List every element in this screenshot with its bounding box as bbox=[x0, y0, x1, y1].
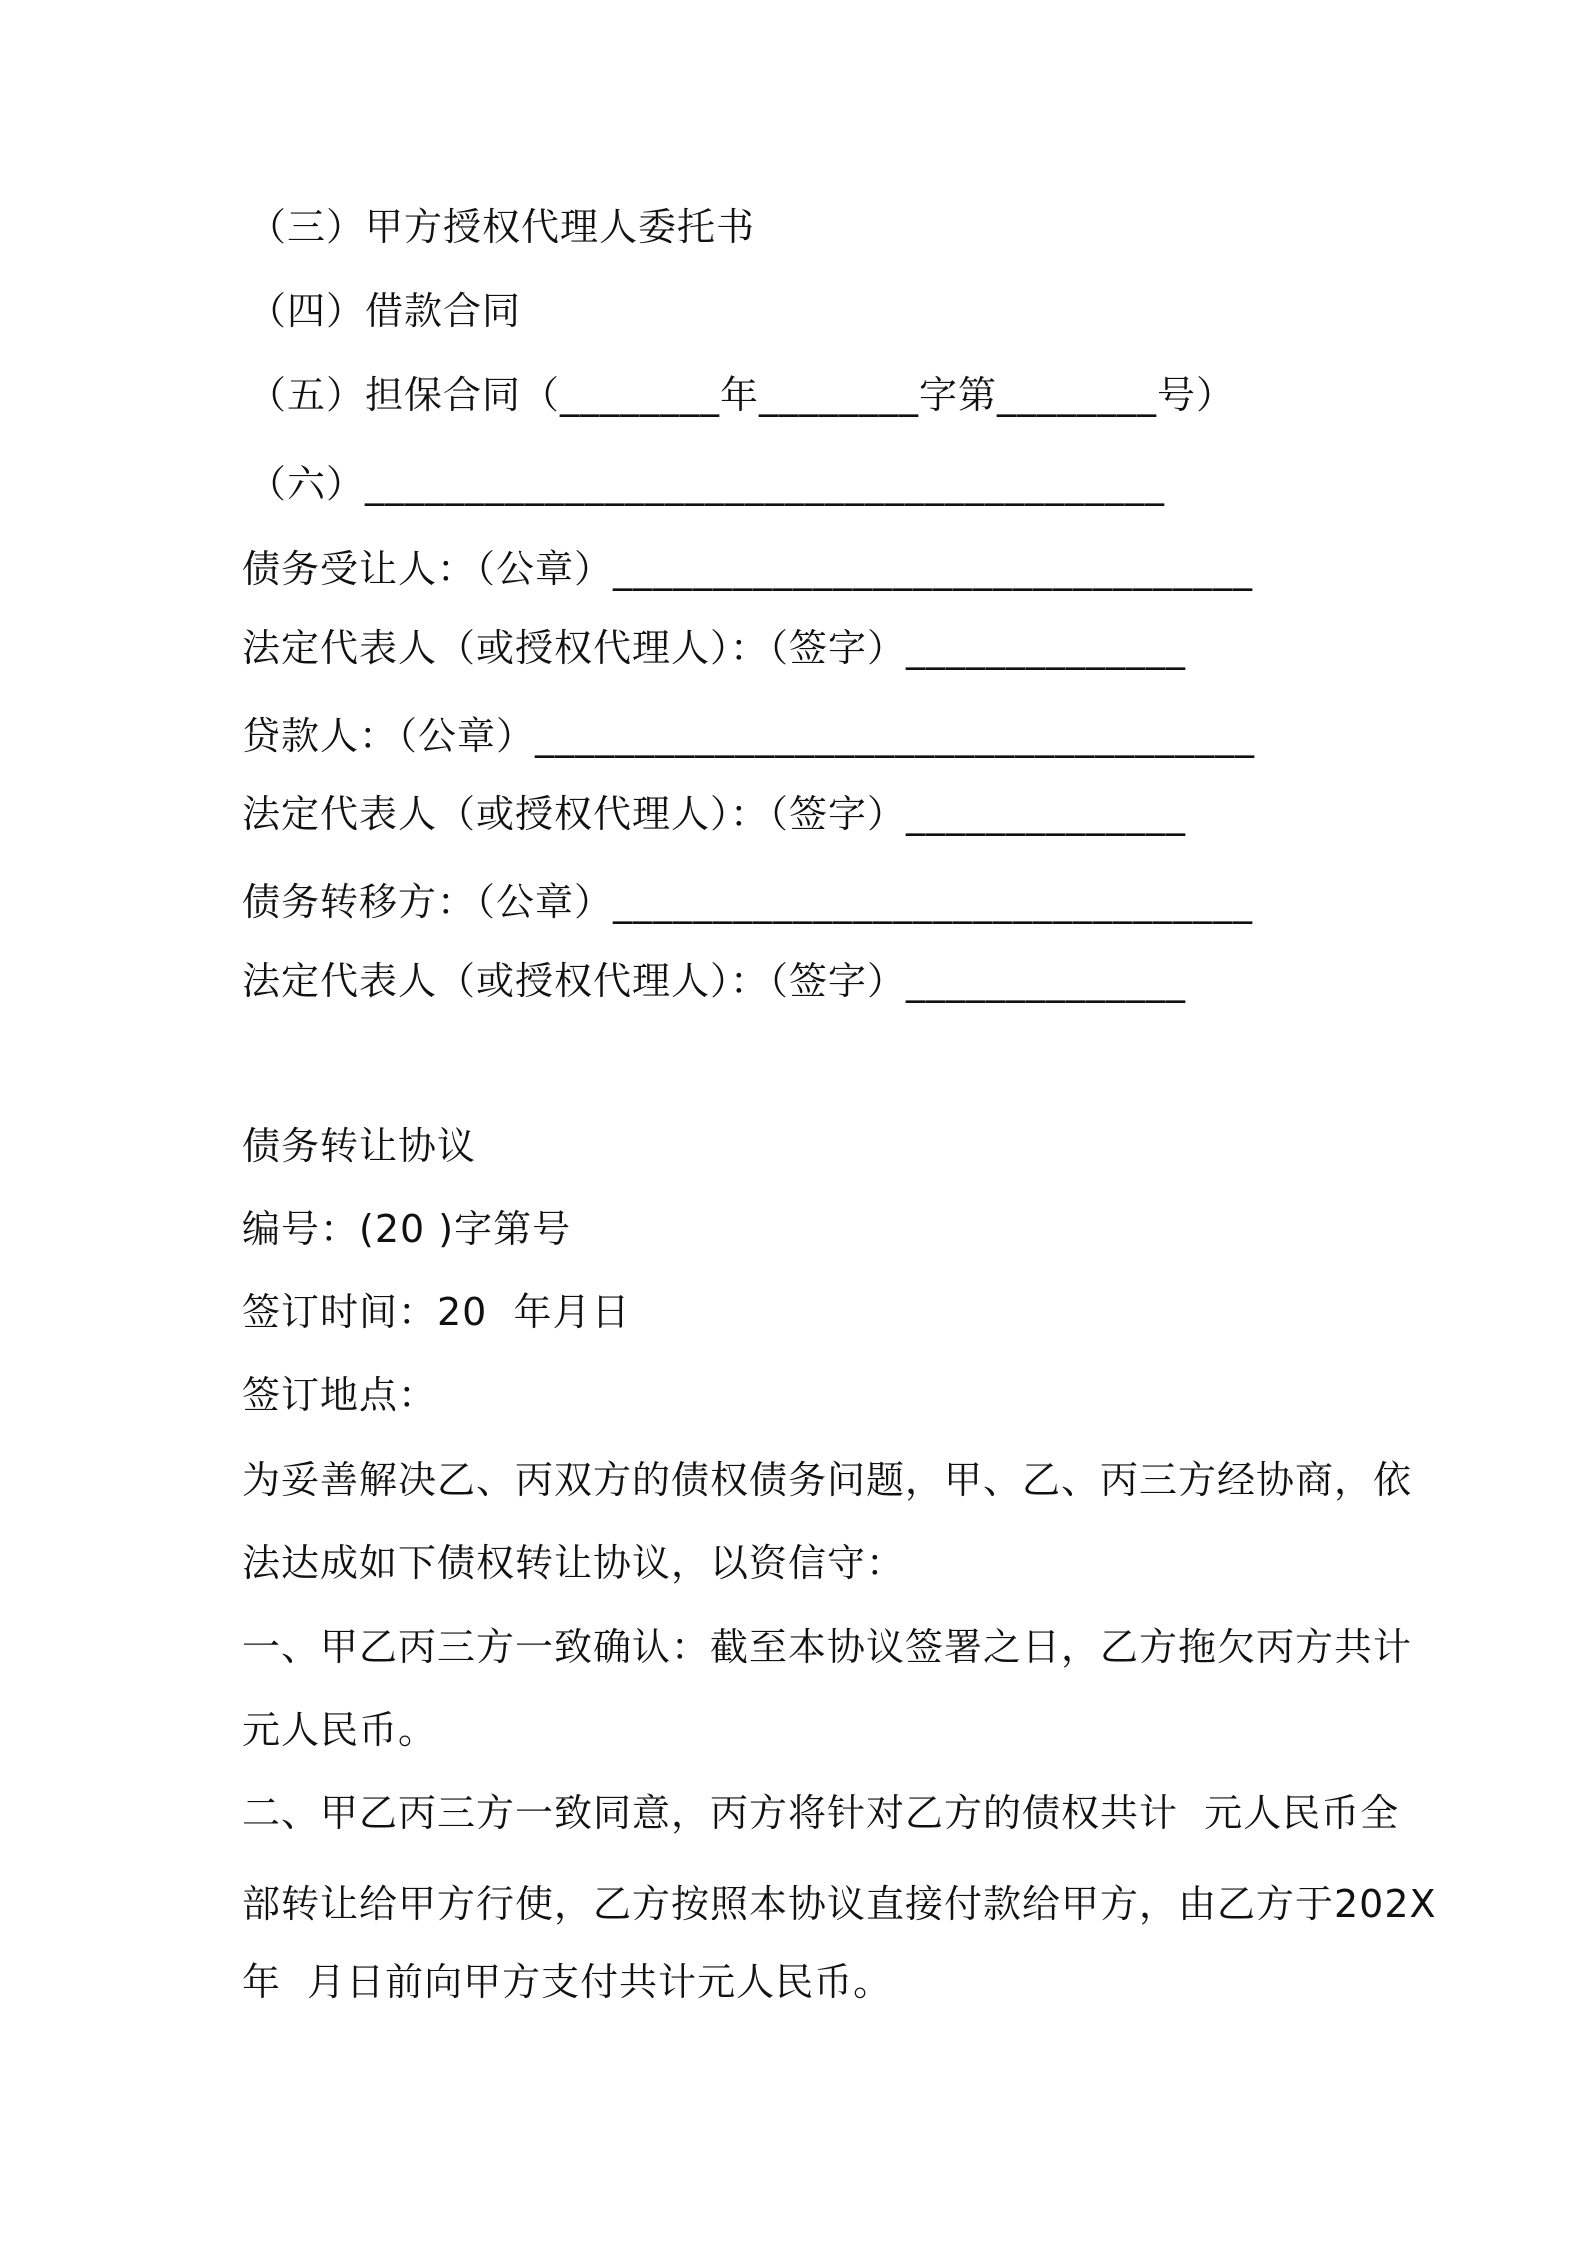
signature-legal-rep-2: 法定代表人（或授权代理人）：（签字）______________ bbox=[242, 792, 1187, 836]
signature-lender: 贷款人：（公章）____________________________________ bbox=[242, 714, 1256, 758]
body-line: 元人民币。 bbox=[242, 1708, 438, 1752]
body-line: 二、甲乙丙三方一致同意，丙方将针对乙方的债权共计 元人民币全 bbox=[242, 1791, 1400, 1835]
attachment-item-4: （四）借款合同 bbox=[248, 289, 522, 333]
signature-debt-transferor: 债务转移方：（公章）________________________________ bbox=[242, 880, 1254, 924]
attachment-item-6: （六）________________________________________ bbox=[248, 462, 1166, 506]
signature-debt-assignee: 债务受让人：（公章）________________________________ bbox=[242, 547, 1254, 591]
agreement-sign-place: 签订地点： bbox=[242, 1373, 438, 1417]
body-line: 年 月日前向甲方支付共计元人民币。 bbox=[242, 1960, 893, 2004]
body-line: 一、甲乙丙三方一致确认：截至本协议签署之日，乙方拖欠丙方共计 bbox=[242, 1625, 1413, 1669]
body-line: 部转让给甲方行使，乙方按照本协议直接付款给甲方，由乙方于202X bbox=[242, 1882, 1437, 1926]
agreement-title: 债务转让协议 bbox=[242, 1124, 477, 1168]
body-line: 法达成如下债权转让协议，以资信守： bbox=[242, 1541, 906, 1585]
attachment-item-3: （三）甲方授权代理人委托书 bbox=[248, 205, 756, 249]
attachment-item-5: （五）担保合同（________年________字第________号） bbox=[248, 373, 1236, 417]
signature-legal-rep-1: 法定代表人（或授权代理人）：（签字）______________ bbox=[242, 626, 1187, 670]
signature-legal-rep-3: 法定代表人（或授权代理人）：（签字）______________ bbox=[242, 959, 1187, 1003]
body-line: 为妥善解决乙、丙双方的债权债务问题，甲、乙、丙三方经协商，依 bbox=[242, 1458, 1413, 1502]
agreement-sign-time: 签订时间：20 年月日 bbox=[242, 1290, 631, 1334]
agreement-number: 编号：(20 )字第号 bbox=[242, 1207, 572, 1251]
